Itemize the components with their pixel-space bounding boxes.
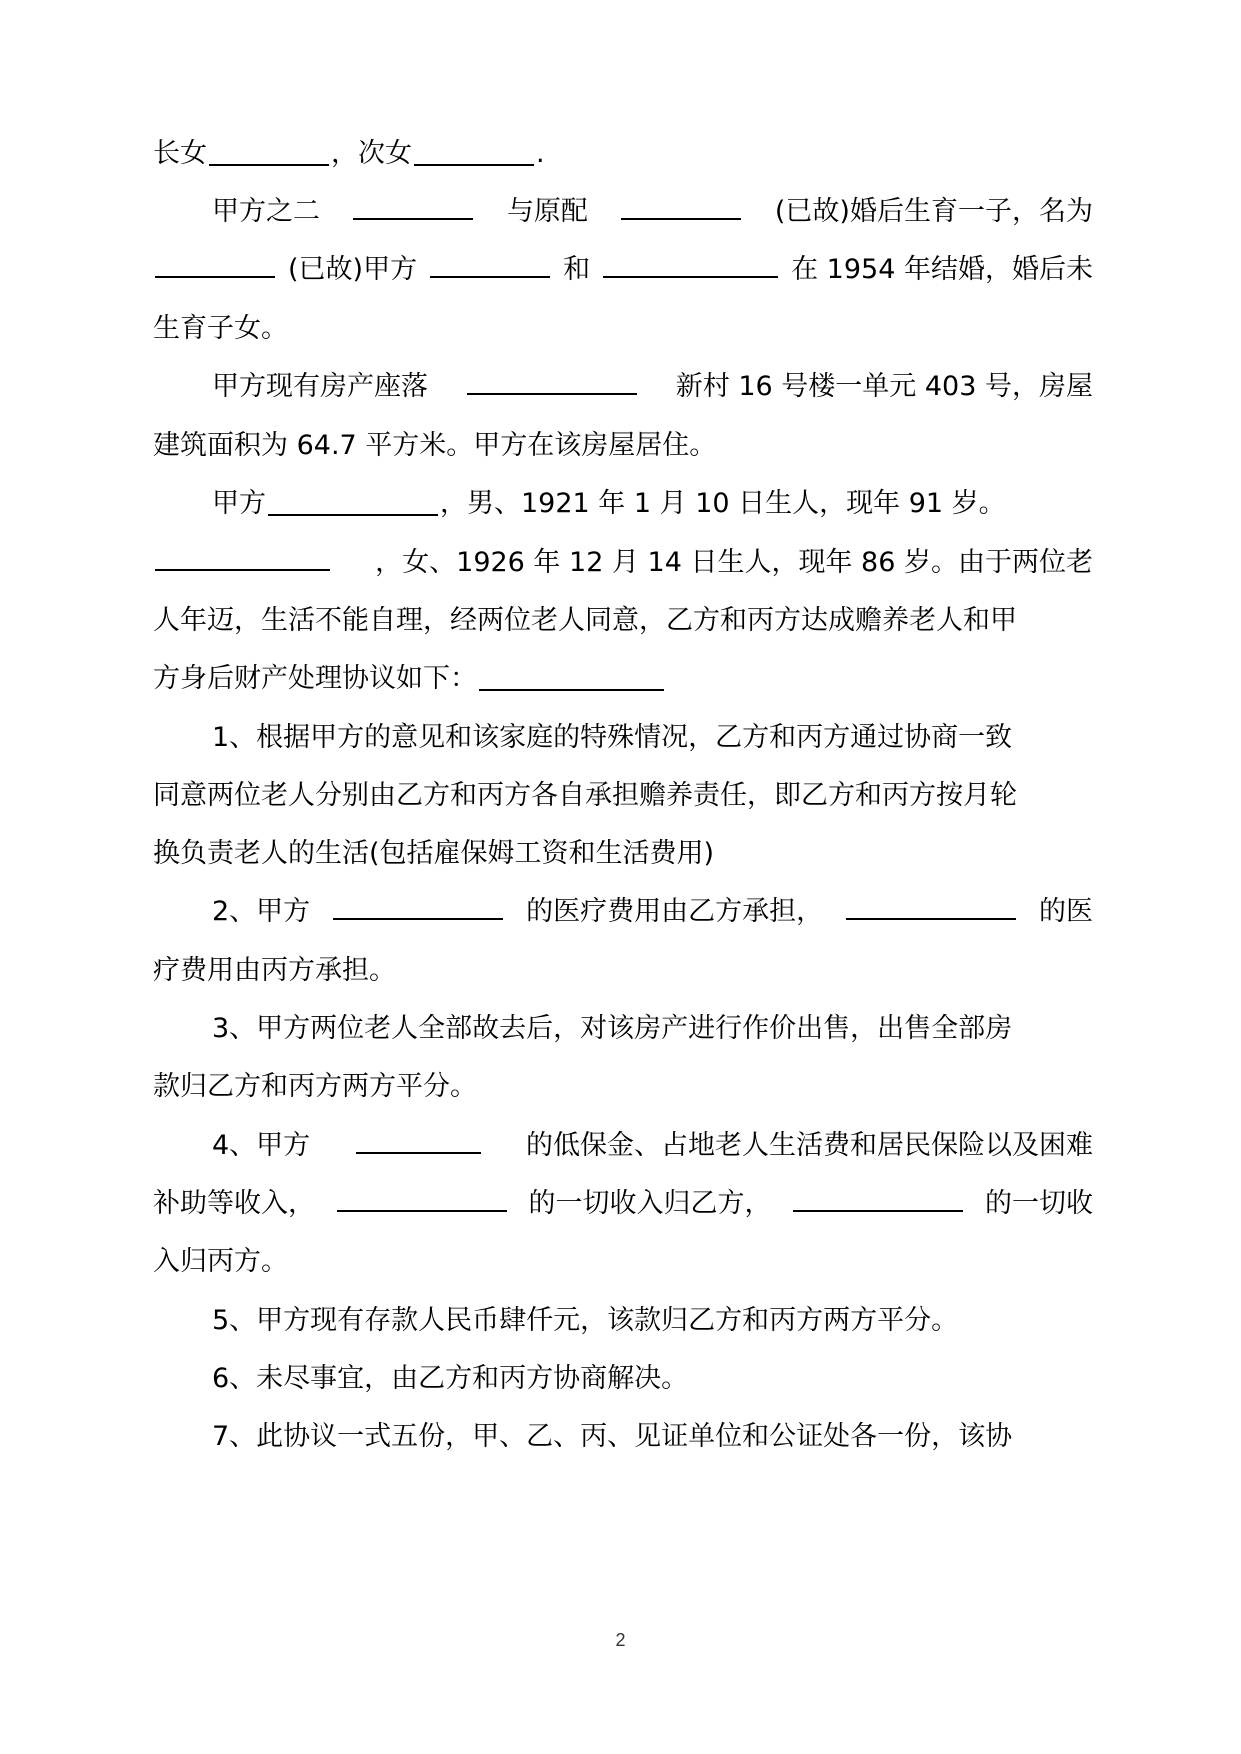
- text-line: 7、此协议一式五份，甲、乙、丙、见证单位和公证处各一份，该协: [212, 1421, 1013, 1452]
- text-segment: 的一切收入归乙方，: [528, 1188, 772, 1219]
- fill-blank: [479, 689, 664, 691]
- fill-blank: [793, 1210, 963, 1212]
- fill-blank: [430, 276, 550, 278]
- text-segment: 新村 16 号楼一单元 403 号，房屋: [675, 371, 1093, 402]
- text-segment: 4、甲方: [212, 1130, 311, 1161]
- text-segment: 甲方: [212, 488, 266, 519]
- text-line: [212, 892, 1093, 932]
- text-segment: .: [536, 138, 545, 169]
- fill-blank: [467, 393, 637, 395]
- text-line: 3、甲方两位老人全部故去后，对该房产进行作价出售，出售全部房: [212, 1013, 1013, 1044]
- text-line: 建筑面积为 64.7 平方米。甲方在该房屋居住。: [153, 430, 717, 461]
- text-segment: 方身后财产处理协议如下：: [153, 663, 477, 694]
- text-segment: 和: [563, 254, 591, 285]
- text-line: [153, 659, 1093, 699]
- text-segment: 的医疗费用由乙方承担，: [526, 896, 824, 927]
- page-number: 2: [615, 1630, 626, 1650]
- text-segment: 长女: [153, 138, 207, 169]
- text-segment: 的医: [1039, 896, 1093, 927]
- text-line: 换负责老人的生活(包括雇保姆工资和生活费用): [153, 838, 715, 869]
- text-line: 生育子女。: [153, 313, 288, 344]
- text-segment: 2、甲方: [212, 896, 311, 927]
- text-segment: (已故)婚后生育一子，名为: [774, 196, 1093, 227]
- text-line: 同意两位老人分别由乙方和丙方各自承担赡养责任，即乙方和丙方按月轮: [153, 780, 1017, 811]
- text-line: [153, 1184, 1093, 1224]
- text-line: 入归丙方。: [153, 1246, 288, 1277]
- text-segment: 补助等收入，: [153, 1188, 315, 1219]
- text-segment: 的一切收: [985, 1188, 1093, 1219]
- text-line: 6、未尽事宜，由乙方和丙方协商解决。: [212, 1363, 689, 1394]
- fill-blank: [846, 918, 1016, 920]
- text-line: 人年迈，生活不能自理，经两位老人同意，乙方和丙方达成赡养老人和甲: [153, 605, 1017, 636]
- fill-blank: [337, 1210, 507, 1212]
- text-line: 1、根据甲方的意见和该家庭的特殊情况，乙方和丙方通过协商一致: [212, 722, 1013, 753]
- fill-blank: [155, 569, 330, 571]
- fill-blank: [603, 276, 778, 278]
- fill-blank: [356, 1152, 481, 1154]
- fill-blank: [414, 164, 534, 166]
- text-line: [212, 192, 1093, 232]
- text-line: [212, 367, 1093, 407]
- text-segment: 在 1954 年结婚，婚后未: [791, 254, 1093, 285]
- text-line: [153, 543, 1093, 583]
- fill-blank: [621, 218, 741, 220]
- text-segment: ，女、1926 年 12 月 14 日生人，现年 86 岁。由于两位老: [375, 547, 1093, 578]
- text-segment: 甲方之二: [212, 196, 320, 227]
- text-segment: ，次女: [331, 138, 412, 169]
- fill-blank: [353, 218, 473, 220]
- text-segment: 甲方现有房产座落: [212, 371, 428, 402]
- fill-blank: [155, 276, 275, 278]
- text-line: [153, 134, 1093, 174]
- fill-blank: [333, 918, 503, 920]
- text-line: 5、甲方现有存款人民币肆仟元，该款归乙方和丙方两方平分。: [212, 1305, 959, 1336]
- fill-blank: [268, 514, 438, 516]
- text-line: [153, 250, 1093, 290]
- text-segment: 的低保金、占地老人生活费和居民保险以及困难: [526, 1130, 1093, 1161]
- text-segment: ，男、1921 年 1 月 10 日生人，现年 91 岁。: [440, 488, 1006, 519]
- text-line: 款归乙方和丙方两方平分。: [153, 1071, 477, 1102]
- text-segment: (已故)甲方: [288, 254, 418, 285]
- text-line: [212, 1126, 1093, 1166]
- text-line: 疗费用由丙方承担。: [153, 955, 396, 986]
- text-line: [212, 484, 1093, 524]
- fill-blank: [209, 164, 329, 166]
- text-segment: 与原配: [506, 196, 588, 227]
